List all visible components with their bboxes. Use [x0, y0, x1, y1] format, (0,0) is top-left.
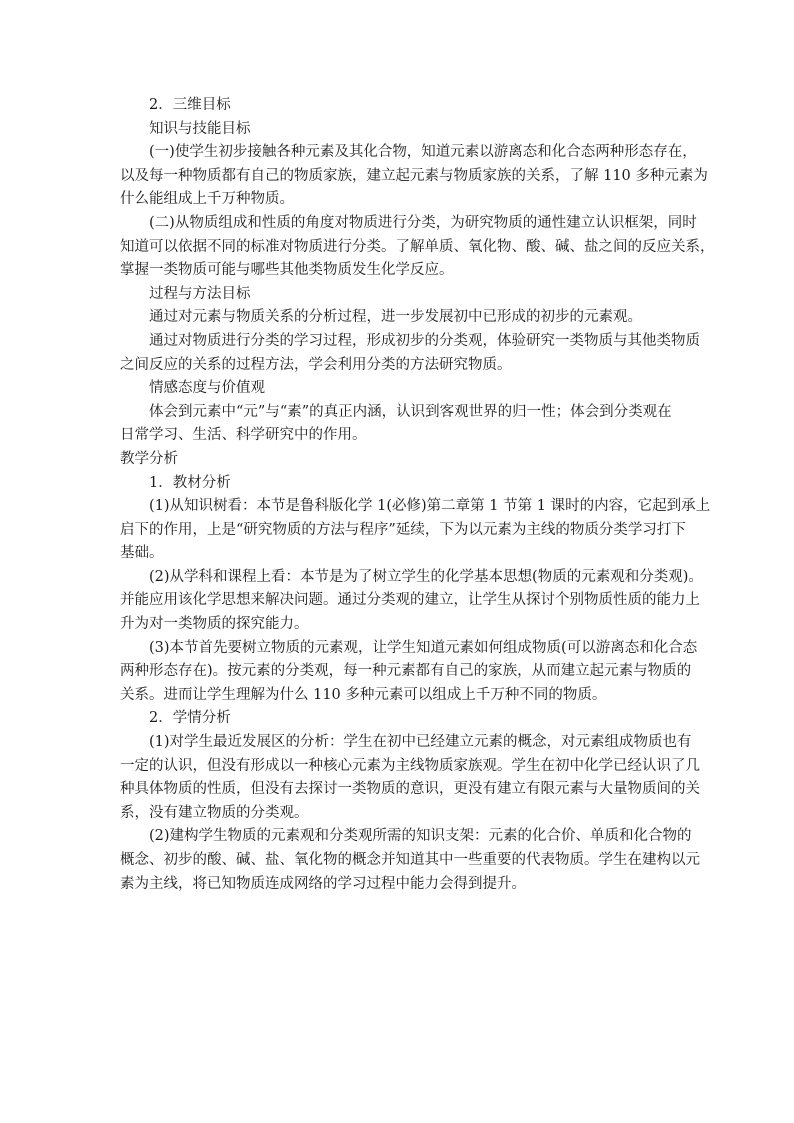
text-line: 之间反应的关系的过程方法，学会利用分类的方法研究物质。 — [120, 356, 512, 373]
text-line: (2)建构学生物质的元素观和分类观所需的知识支架：元素的化合价、单质和化合物的 — [149, 828, 692, 845]
heading — [120, 377, 680, 401]
paragraph — [120, 141, 708, 212]
text-line: 种具体物质的性质，但没有去探讨一类物质的意识，更没有建立有限元素与大量物质间的关 — [120, 781, 700, 798]
text-line: (2)从学科和课程上看：本节是为了树立学生的化学基本思想(物质的元素观和分类观)。 — [149, 568, 703, 585]
text-line: 1．教材分析 — [149, 474, 231, 491]
paragraph — [120, 495, 711, 566]
text-line: 教学分析 — [120, 450, 178, 467]
text-line: 系，没有建立物质的分类观。 — [120, 804, 309, 821]
heading — [120, 472, 680, 496]
text-line: 掌握一类物质可能与哪些其他类物质发生化学反应。 — [120, 262, 454, 279]
paragraph — [120, 825, 700, 896]
paragraph — [120, 330, 700, 377]
paragraph — [120, 401, 680, 448]
text-line: 以及每一种物质都有自己的物质家族，建立起元素与物质家族的关系，了解 110 多种元素为 — [120, 167, 708, 184]
text-line: (一)使学生初步接触各种元素及其化合物，知道元素以游离态和化合态两种形态存在， — [149, 144, 697, 161]
text-line: 两种形态存在)。按元素的分类观，每一种元素都有自己的家族，从而建立起元素与物质的 — [120, 663, 692, 680]
text-line: 通过对元素与物质关系的分析过程，进一步发展初中已形成的初步的元素观。 — [149, 309, 642, 326]
text-line: 知识与技能目标 — [149, 120, 251, 137]
text-line: 通过对物质进行分类的学习过程，形成初步的分类观，体验研究一类物质与其他类物质 — [149, 332, 700, 349]
heading — [120, 283, 680, 307]
paragraph — [120, 212, 715, 283]
text-line: 2．三维目标 — [149, 97, 231, 113]
text-line: 日常学习、生活、科学研究中的作用。 — [120, 427, 367, 444]
text-line: (1)对学生最近发展区的分析：学生在初中已经建立元素的概念，对元素组成物质也有 — [149, 734, 692, 751]
text-line: 知道可以依据不同的标准对物质进行分类。了解单质、氧化物、酸、碱、盐之间的反应关系， — [120, 238, 715, 255]
heading — [120, 707, 680, 731]
paragraph — [120, 637, 698, 708]
text-line: 什么能组成上千万种物质。 — [120, 191, 294, 208]
text-line: 升为对一类物质的探究能力。 — [120, 616, 309, 633]
text-line: 素为主线，将已知物质连成网络的学习过程中能力会得到提升。 — [120, 875, 526, 892]
section-title — [120, 448, 680, 472]
text-line: 并能应用该化学思想来解决问题。通过分类观的建立，让学生从探讨个别物质性质的能力上 — [120, 592, 700, 609]
text-line: 过程与方法目标 — [149, 285, 251, 302]
heading — [120, 118, 680, 142]
text-line: 关系。进而让学生理解为什么 110 多种元素可以组成上千万种不同的物质。 — [120, 686, 607, 703]
text-line: 概念、初步的酸、碱、盐、氧化物的概念并知道其中一些重要的代表物质。学生在建构以元 — [120, 852, 700, 868]
text-line: 启下的作用，上是“研究物质的方法与程序”延续，下为以元素为主线的物质分类学习打下 — [120, 521, 686, 538]
text-line: (3)本节首先要树立物质的元素观，让学生知道元素如何组成物质(可以游离态和化合态 — [149, 639, 698, 656]
document-body — [120, 94, 715, 896]
text-line: (二)从物质组成和性质的角度对物质进行分类，为研究物质的通性建立认识框架，同时 — [149, 214, 697, 231]
text-line: 情感态度与价值观 — [149, 380, 265, 397]
text-line: (1)从知识树看：本节是鲁科版化学 1(必修)第二章第 1 节第 1 课时的内容，它起到承上 — [149, 498, 711, 515]
text-line: 基础。 — [120, 545, 164, 562]
text-line: 2．学情分析 — [149, 710, 231, 727]
paragraph — [120, 731, 700, 825]
heading — [120, 94, 680, 118]
text-line: 一定的认识，但没有形成以一种核心元素为主线物质家族观。学生在初中化学已经认识了几 — [120, 757, 700, 774]
paragraph — [120, 566, 703, 637]
text-line: 体会到元素中“元”与“素”的真正内涵，认识到客观世界的归一性；体会到分类观在 — [149, 403, 672, 420]
paragraph — [120, 306, 680, 330]
